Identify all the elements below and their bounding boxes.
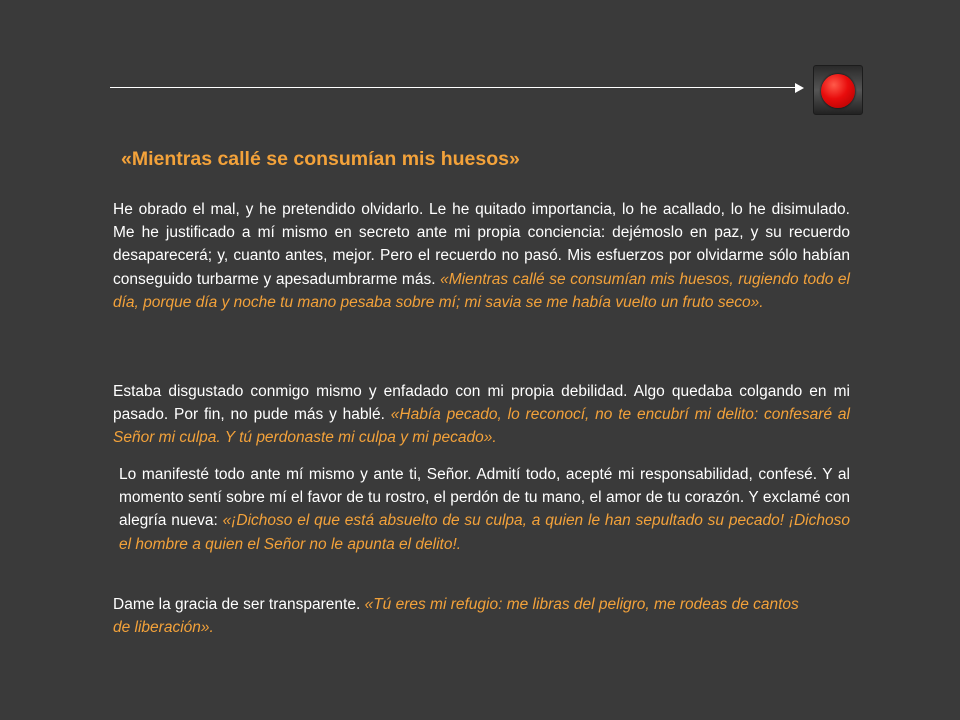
paragraph-quote: «Había pecado, lo reconocí, no te encubrí mi delito: confesaré al Señor mi culpa. Y tú perdonaste mi culpa y mi pecado».: [113, 406, 850, 447]
paragraph-text: He obrado el mal, y he pretendido olvidarlo. Le he quitado importancia, lo he acallado, lo he disimulado. Me he justificado a mí mismo en secreto ante mi propia conciencia: dejémoslo en paz, y su recuerdo desaparecerá; y, cuanto antes, mejor. Pero el recuerdo no pasó. Mis esfuerzos por olvidarme sólo habían conseguido turbarme y apesadumbrarme más.: [113, 201, 850, 288]
paragraph-2: [113, 380, 850, 450]
paragraph-3: [119, 463, 850, 556]
red-action-button[interactable]: [813, 65, 863, 115]
paragraph-4: [113, 593, 813, 639]
paragraph-quote: «¡Dichoso el que está absuelto de su culpa, a quien le han sepultado su pecado! ¡Dichoso el hombre a quien el Señor no le apunta el delito!.: [119, 512, 850, 553]
paragraph-quote: «Mientras callé se consumían mis huesos, rugiendo todo el día, porque día y noche tu mano pesaba sobre mí; mi savia se me había vuelto un fruto seco».: [113, 270, 850, 311]
paragraph-quote: «Tú eres mi refugio: me libras del peligro, me rodeas de cantos de liberación».: [113, 596, 799, 637]
arrow-line: [110, 87, 800, 88]
paragraph-text: Dame la gracia de ser transparente.: [113, 596, 365, 613]
paragraph-text: Lo manifesté todo ante mí mismo y ante ti, Señor. Admití todo, acepté mi responsabilidad, confesé. Y al momento sentí sobre mí el favor de tu rostro, el perdón de tu mano, el amor de tu corazón. Y exclamé con alegría nueva:: [119, 466, 850, 530]
red-circle-icon: [821, 74, 855, 108]
paragraph-text: Estaba disgustado conmigo mismo y enfadado con mi propia debilidad. Algo quedaba colgando en mi pasado. Por fin, no pude más y hablé.: [113, 383, 850, 424]
arrow-right-icon: [795, 83, 804, 93]
slide-title: «Mientras callé se consumían mis huesos»: [121, 148, 520, 170]
paragraph-1: [113, 198, 850, 314]
